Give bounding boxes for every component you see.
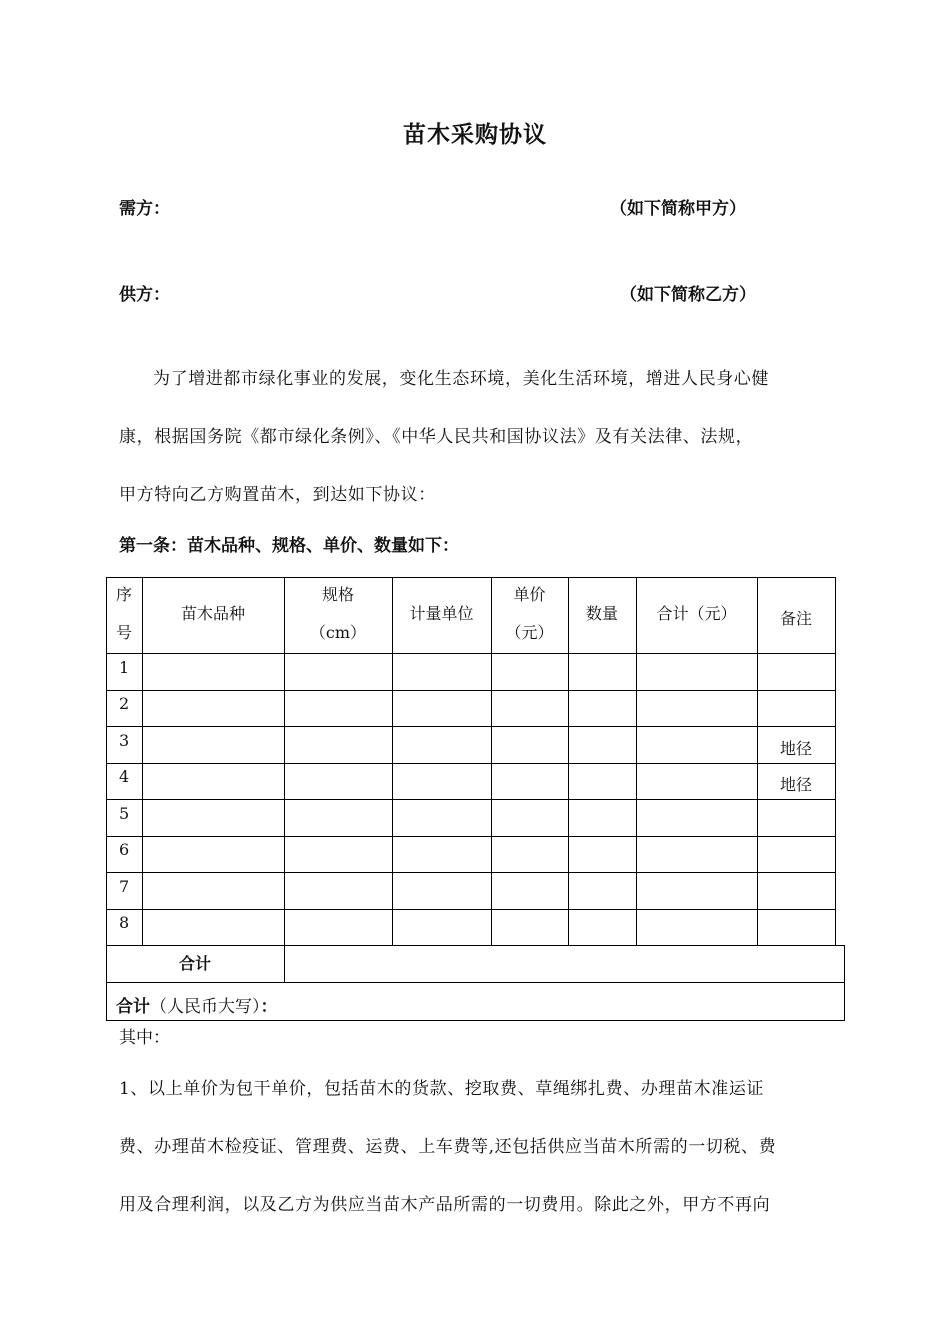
supply-party-label: 供方： xyxy=(119,285,170,305)
table-rule xyxy=(106,577,836,578)
sum-label: 合计 xyxy=(178,954,211,973)
clause-1-line-1: 1、以上单价为包干单价，包括苗木的货款、挖取费、草绳绑扎费、办理苗木准运证 xyxy=(119,1079,765,1099)
row-number: 7 xyxy=(119,877,130,896)
header-total: 合计（元） xyxy=(656,604,737,623)
table-rule xyxy=(392,577,393,946)
table-rule xyxy=(568,577,569,946)
table-rule xyxy=(106,945,845,946)
row-number: 3 xyxy=(119,731,130,750)
row-number: 1 xyxy=(119,658,130,677)
header-variety: 苗木品种 xyxy=(180,604,245,623)
capital-label-colon: ： xyxy=(260,997,278,1017)
header-price-line1: 单价 xyxy=(513,585,546,604)
table-rule xyxy=(844,945,845,1021)
row-number: 8 xyxy=(119,913,130,932)
table-rule xyxy=(106,653,836,654)
among-label: 其中： xyxy=(119,1028,170,1048)
table-rule xyxy=(106,836,836,837)
table-rule xyxy=(106,690,836,691)
row-remark: 地径 xyxy=(779,775,812,794)
supply-party-note: （如下简称乙方） xyxy=(620,285,756,305)
table-rule xyxy=(142,577,143,946)
row-remark: 地径 xyxy=(779,739,812,758)
document-title: 苗木采购协议 xyxy=(403,121,547,148)
intro-line-2: 康，根据国务院《都市绿化条例》、《中华人民共和国协议法》及有关法律、法规， xyxy=(119,427,754,447)
table-rule xyxy=(106,1020,845,1021)
table-rule xyxy=(106,982,845,983)
header-price-line2: （元） xyxy=(505,623,554,642)
row-number: 2 xyxy=(119,694,130,713)
header-spec-line2: （cm） xyxy=(309,623,367,642)
table-rule xyxy=(757,577,758,946)
table-rule xyxy=(106,799,836,800)
header-seq-line1: 序 xyxy=(115,585,132,604)
table-rule xyxy=(106,872,836,873)
table-rule xyxy=(636,577,637,946)
demand-party-note: （如下简称甲方） xyxy=(610,199,746,219)
table-rule xyxy=(106,763,836,764)
demand-party-label: 需方： xyxy=(119,199,170,219)
header-unit: 计量单位 xyxy=(409,604,474,623)
table-rule xyxy=(835,577,836,946)
row-number: 6 xyxy=(119,840,130,859)
header-remark: 备注 xyxy=(779,609,812,628)
clause-1-line-3: 用及合理利润，以及乙方为供应当苗木产品所需的一切费用。除此之外，甲方不再向 xyxy=(119,1195,771,1215)
intro-line-3: 甲方特向乙方购置苗木，到达如下协议： xyxy=(119,485,436,505)
capital-label-bold: 合计 xyxy=(116,997,150,1017)
header-spec-line1: 规格 xyxy=(321,585,354,604)
capital-label-rest: （人民币大写） xyxy=(150,997,261,1017)
header-qty: 数量 xyxy=(585,604,618,623)
intro-line-1: 为了增进都市绿化事业的发展，变化生态环境，美化生活环境，增进人民身心健 xyxy=(153,369,769,389)
header-seq-line2: 号 xyxy=(115,623,132,642)
table-rule xyxy=(106,909,836,910)
row-number: 4 xyxy=(119,767,130,786)
capital-amount-label xyxy=(116,992,278,1017)
article-1-heading: 第一条：苗木品种、规格、单价、数量如下： xyxy=(119,536,459,556)
table-rule xyxy=(106,726,836,727)
clause-1-line-2: 费、办理苗木检疫证、管理费、运费、上车费等,还包括供应当苗木所需的一切税、费 xyxy=(119,1137,777,1157)
row-number: 5 xyxy=(119,804,130,823)
